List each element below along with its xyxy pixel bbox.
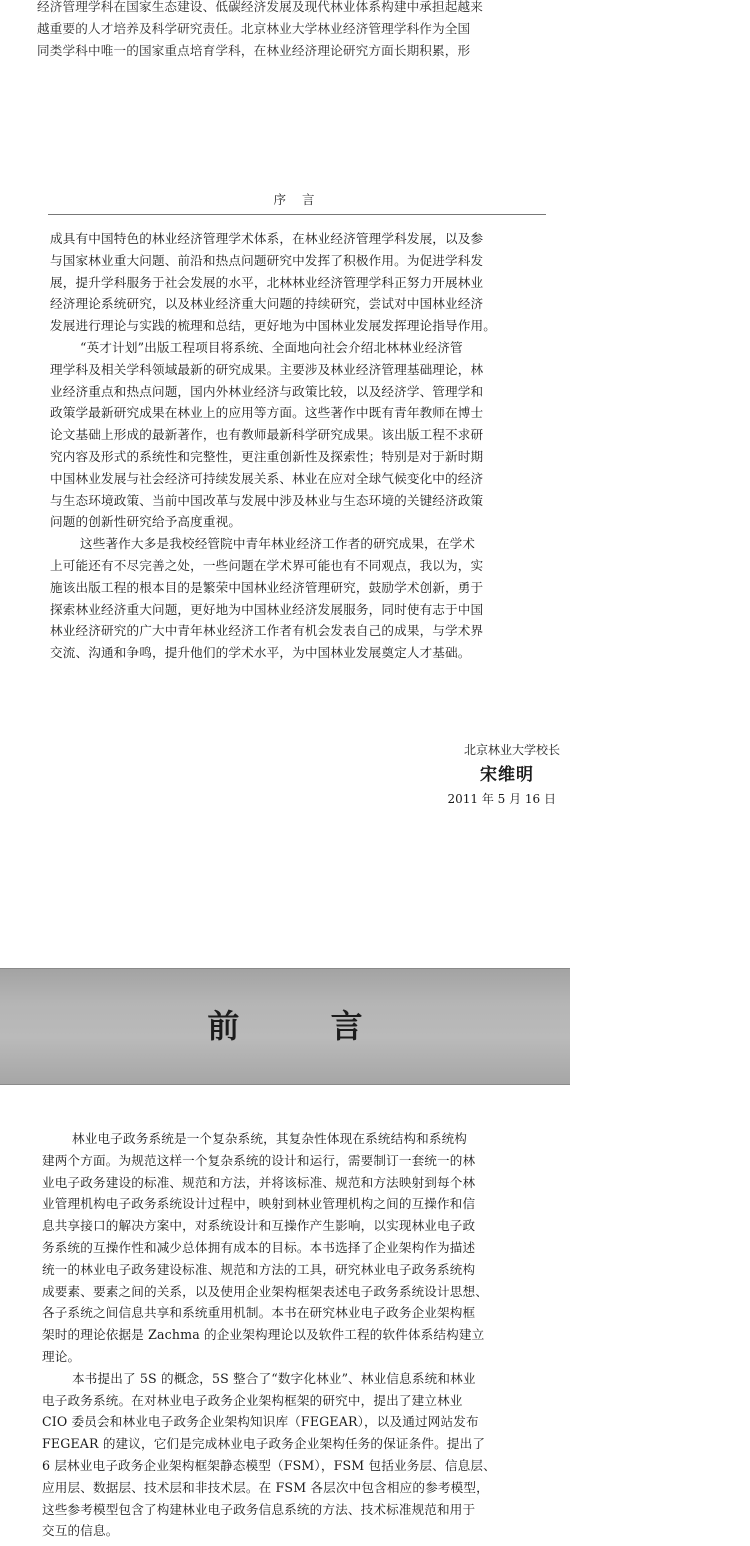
text-line: 林业电子政务系统是一个复杂系统，其复杂性体现在系统结构和系统构 [72, 1131, 468, 1146]
text-line: FEGEAR 的建议，它们是完成林业电子政务企业架构任务的保证条件。提出了 [42, 1436, 486, 1452]
text-line: 与国家林业重大问题、前沿和热点问题研究中发挥了积极作用。为促进学科发 [50, 252, 484, 268]
text-line: 交互的信息。 [42, 1523, 119, 1539]
text-line: 这些著作大多是我校经管院中青年林业经济工作者的研究成果，在学术 [80, 536, 476, 552]
paragraph [50, 228, 552, 337]
text-line: 探索林业经济重大问题，更好地为中国林业经济发展服务，同时使有志于中国 [50, 601, 484, 617]
text-line: 政策学最新研究成果在林业上的应用等方面。这些著作中既有青年教师在博士 [50, 405, 484, 421]
text-line: 展，提升学科服务于社会发展的水平，北林林业经济管理学科正努力开展林业 [50, 274, 484, 290]
text-line: 中国林业发展与社会经济可持续发展关系、林业在应对全球气候变化中的经济 [50, 470, 484, 486]
foreword-title-banner [0, 968, 570, 1085]
text-line: 上可能还有不尽完善之处，一些问题在学术界可能也有不同观点，我以为，实 [50, 557, 484, 573]
paragraph [50, 533, 552, 664]
signature-affiliation: 北京林业大学校长 [463, 743, 560, 757]
signature-name: 宋维明 [480, 765, 534, 785]
paragraph [42, 1128, 542, 1368]
text-line: 论文基础上形成的最新著作，也有教师最新科学研究成果。该出版工程不求研 [50, 427, 484, 443]
text-line: 成要素、要素之间的关系，以及使用企业架构框架表述电子政务系统设计思想、 [42, 1283, 489, 1299]
text-line: 务系统的互操作性和减少总体拥有成本的目标。本书选择了企业架构作为描述 [42, 1239, 476, 1255]
text-line: 发展进行理论与实践的梳理和总结，更好地为中国林业发展发挥理论指导作用。 [50, 318, 497, 334]
text-line: 成具有中国特色的林业经济管理学术体系，在林业经济管理学科发展，以及参 [50, 231, 484, 246]
foreword-body [42, 1128, 542, 1542]
text-line: 经济理论系统研究，以及林业经济重大问题的持续研究，尝试对中国林业经济 [50, 296, 484, 312]
running-header-label: 序 言 [273, 192, 321, 207]
text-line: 业电子政务建设的标准、规范和方法，并将该标准、规范和方法映射到每个林 [42, 1174, 476, 1190]
text-line: 交流、沟通和争鸣，提升他们的学术水平，为中国林业发展奠定人才基础。 [50, 645, 471, 661]
text-line: 各子系统之间信息共享和系统重用机制。本书在研究林业电子政务企业架构框 [42, 1305, 476, 1321]
text-line: CIO 委员会和林业电子政务企业架构知识库（FEGEAR），以及通过网站发布 [42, 1414, 479, 1430]
text-line: 与生态环境政策、当前中国改革与发展中涉及林业与生态环境的关键经济政策 [50, 492, 484, 508]
header-rule [48, 214, 546, 215]
text-line: 越重要的人才培养及科学研究责任。北京林业大学林业经济管理学科作为全国 [37, 21, 471, 36]
text-line: 统一的林业电子政务建设标准、规范和方法的工具，研究林业电子政务系统构 [42, 1261, 476, 1277]
text-line: 问题的创新性研究给予高度重视。 [50, 514, 242, 530]
signature-block [380, 740, 560, 808]
text-line: “英才计划”出版工程项目将系统、全面地向社会介绍北林林业经济管 [80, 339, 463, 355]
text-line: 应用层、数据层、技术层和非技术层。在 FSM 各层次中包含相应的参考模型， [42, 1479, 489, 1495]
text-line: 电子政务系统。在对林业电子政务企业架构框架的研究中，提出了建立林业 [42, 1392, 463, 1408]
text-line: 同类学科中唯一的国家重点培育学科，在林业经济理论研究方面长期积累，形 [37, 43, 471, 58]
running-header [48, 190, 546, 215]
text-line: 6 层林业电子政务企业架构框架静态模型（FSM），FSM 包括业务层、信息层、 [42, 1457, 496, 1473]
paragraph [50, 337, 552, 533]
text-line: 林业经济研究的广大中青年林业经济工作者有机会发表自己的成果，与学术界 [50, 623, 484, 639]
text-line: 业经济重点和热点问题，国内外林业经济与政策比较，以及经济学、管理学和 [50, 383, 484, 399]
foreword-title: 前 言 [207, 1007, 403, 1045]
text-line: 究内容及形式的系统性和完整性，更注重创新性及探索性；特别是对于新时期 [50, 448, 484, 464]
text-line: 架时的理论依据是 Zachma 的企业架构理论以及软件工程的软件体系结构建立 [42, 1327, 485, 1343]
text-line: 经济管理学科在国家生态建设、低碳经济发展及现代林业体系构建中承担起越来 [37, 0, 484, 14]
text-line: 息共享接口的解决方案中，对系统设计和互操作产生影响，以实现林业电子政 [42, 1218, 476, 1234]
paragraph [42, 1368, 542, 1542]
text-line: 理论。 [42, 1348, 81, 1364]
text-line: 本书提出了 5S 的概念，5S 整合了“数字化林业”、林业信息系统和林业 [72, 1370, 476, 1386]
text-line: 理学科及相关学科领域最新的研究成果。主要涉及林业经济管理基础理论，林 [50, 361, 484, 377]
text-line: 建两个方面。为规范这样一个复杂系统的设计和运行，需要制订一套统一的林 [42, 1152, 476, 1168]
previous-page-text-fragment [37, 0, 557, 62]
text-line: 业管理机构电子政务系统设计过程中，映射到林业管理机构之间的互操作和信 [42, 1196, 476, 1212]
preface-body [50, 228, 552, 664]
text-line: 这些参考模型包含了构建林业电子政务信息系统的方法、技术标准规范和用于 [42, 1501, 476, 1517]
text-line: 施该出版工程的根本目的是繁荣中国林业经济管理研究，鼓励学术创新，勇于 [50, 579, 484, 595]
signature-date: 2011 年 5 月 16 日 [447, 792, 556, 806]
